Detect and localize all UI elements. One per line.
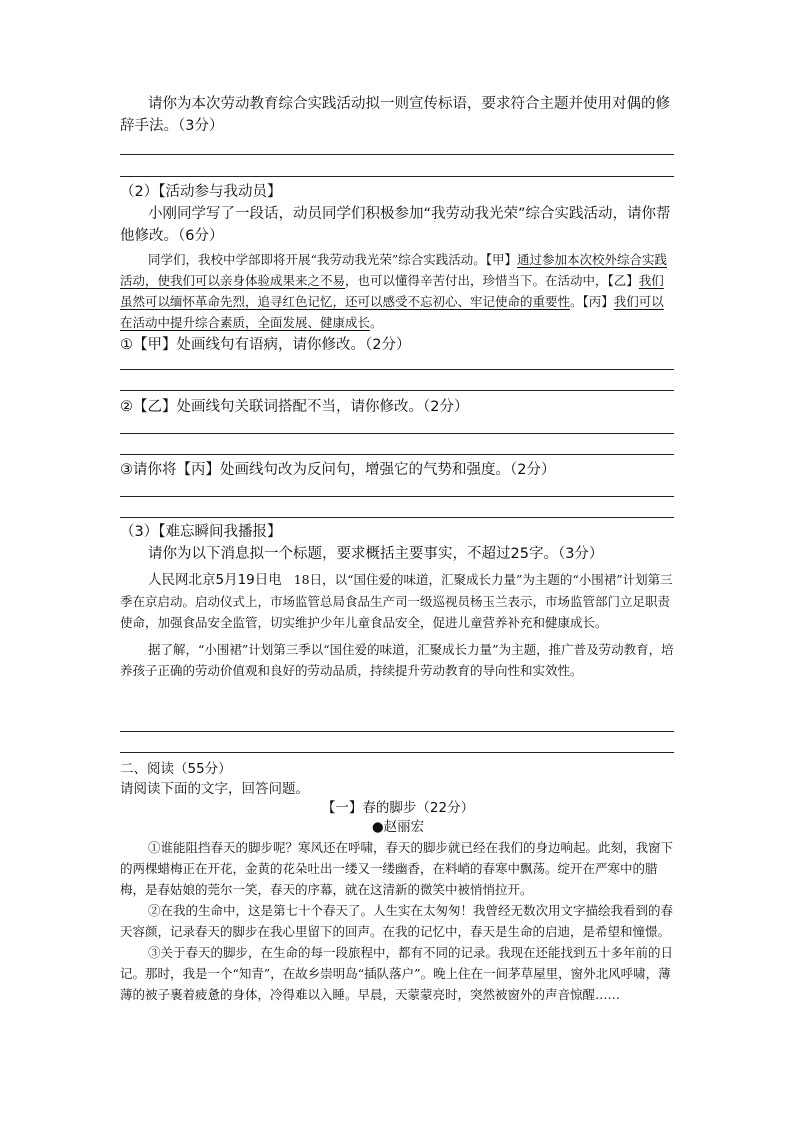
section2-block [120,759,676,1005]
q3-prompt: 请你为以下消息拟一个标题，要求概括主要事实，不超过25字。（3分） [148,546,604,562]
q2-passage [120,249,676,333]
article-paragraph-3: ③关于春天的脚步，在生命的每一段旅程中，都有不同的记录。我现在还能找到五十多年前的日记。那时，我是一个“知青”，在故乡崇明岛“插队落户”。晚上住在一间茅草屋里，窗外北风呼啸，薄薄的被子裹着疲惫的身体，冷得难以入睡。早晨，天蒙蒙亮时，突然被窗外的声音惊醒…… [120,945,674,1002]
q1-prompt: 请你为本次劳动教育综合实践活动拟一则宣传标语，要求符合主题并使用对偶的修辞手法。（3分） [120,96,670,134]
q2-heading: （2）【活动参与我动员】 [120,184,282,200]
article-author: ●赵丽宏 [371,819,425,835]
answer-line[interactable] [120,496,674,497]
q2-sub2: ②【乙】处画线句关联词搭配不当，请你修改。（2分） [120,399,469,415]
passage-text: 。 [370,315,383,330]
answer-line[interactable] [120,731,674,732]
q2-sub2-block [120,396,676,418]
answer-line[interactable] [120,390,674,391]
q2-sub3-block [120,459,676,481]
q2-sub1: ①【甲】处画线句有语病，请你修改。（2分） [120,337,411,353]
q2-prompt: 小刚同学写了一段话，动员同学们积极参加“我劳动我光荣”综合实践活动，请你帮他修改。（6分） [120,206,671,244]
q3-heading: （3）【难忘瞬间我播报】 [120,524,282,540]
section2-heading: 二、阅读（55分） [120,761,232,777]
passage-text: 。【丙】 [570,294,614,309]
article-paragraph-1: ①谁能阻挡春天的脚步呢？寒风还在呼啸，春天的脚步就已经在我们的身边响起。此刻，我窗下的两棵蜡梅正在开花，金黄的花朵吐出一缕又一缕幽香，在料峭的春寒中飘荡。绽开在严寒中的腊梅，是春姑娘的莞尔一笑，春天的序幕，就在这清新的微笑中被悄悄拉开。 [120,840,674,897]
passage-text: 同学们，我校中学部即将开展“我劳动我光荣”综合实践活动。【甲】 [148,252,518,267]
q3-block [120,521,676,681]
answer-line[interactable] [120,154,674,155]
news-text: 18日，以“国住爱的味道，汇聚成长力量”为主题的“小围裙”计划第三季在京启动。启动仪式上，市场监管总局食品生产司一级巡视员杨玉兰表示，市场监管部门立足职责使命，加强食品安全监管，切实维护少年儿童食品安全，促进儿童营养补充和健康成长。 [120,572,673,630]
answer-line[interactable] [120,752,674,753]
answer-line[interactable] [120,454,674,455]
passage-text: ，也可以懂得辛苦付出，珍惜当下。在活动中，【乙】 [345,273,639,288]
underlined-sentence-bing: 我们可以在活动中提升综合素质，全面发展、健康成长 [120,294,664,330]
article-title: 【一】春的脚步（22分） [321,800,475,816]
answer-line[interactable] [120,517,674,518]
news-paragraph-2: 据了解，“小围裙”计划第三季以“国住爱的味道，汇聚成长力量”为主题，推广普及劳动教育，培养孩子正确的劳动价值观和良好的劳动品质，持续提升劳动教育的导向性和实效性。 [120,642,674,678]
answer-line[interactable] [120,369,674,370]
section2-instruction: 请阅读下面的文字，回答问题。 [120,781,309,797]
q2-sub3: ③请你将【丙】处画线句改为反问句，增强它的气势和强度。（2分） [120,462,556,478]
answer-line[interactable] [120,433,674,434]
underlined-sentence-jia: 通过参加本次校外综合实践活动，使我们可以亲身体验成果来之不易 [120,252,668,288]
news-dateline: 人民网北京5月19日电 [148,572,282,588]
underlined-sentence-yi: 我们虽然可以缅怀革命先烈，追寻红色记忆，还可以感受不忘初心、牢记使命的重要性 [120,273,664,309]
news-paragraph-1 [120,569,676,633]
q1-block [120,93,676,137]
article-paragraph-2: ②在我的生命中，这是第七十个春天了。人生实在太匆匆！我曾经无数次用文字描绘我看到的春天容颜，记录春天的脚步在我心里留下的回声。在我的记忆中，春天是生命的启迪，是希望和憧憬。 [120,903,674,939]
answer-line[interactable] [120,176,674,177]
q2-block [120,181,676,356]
